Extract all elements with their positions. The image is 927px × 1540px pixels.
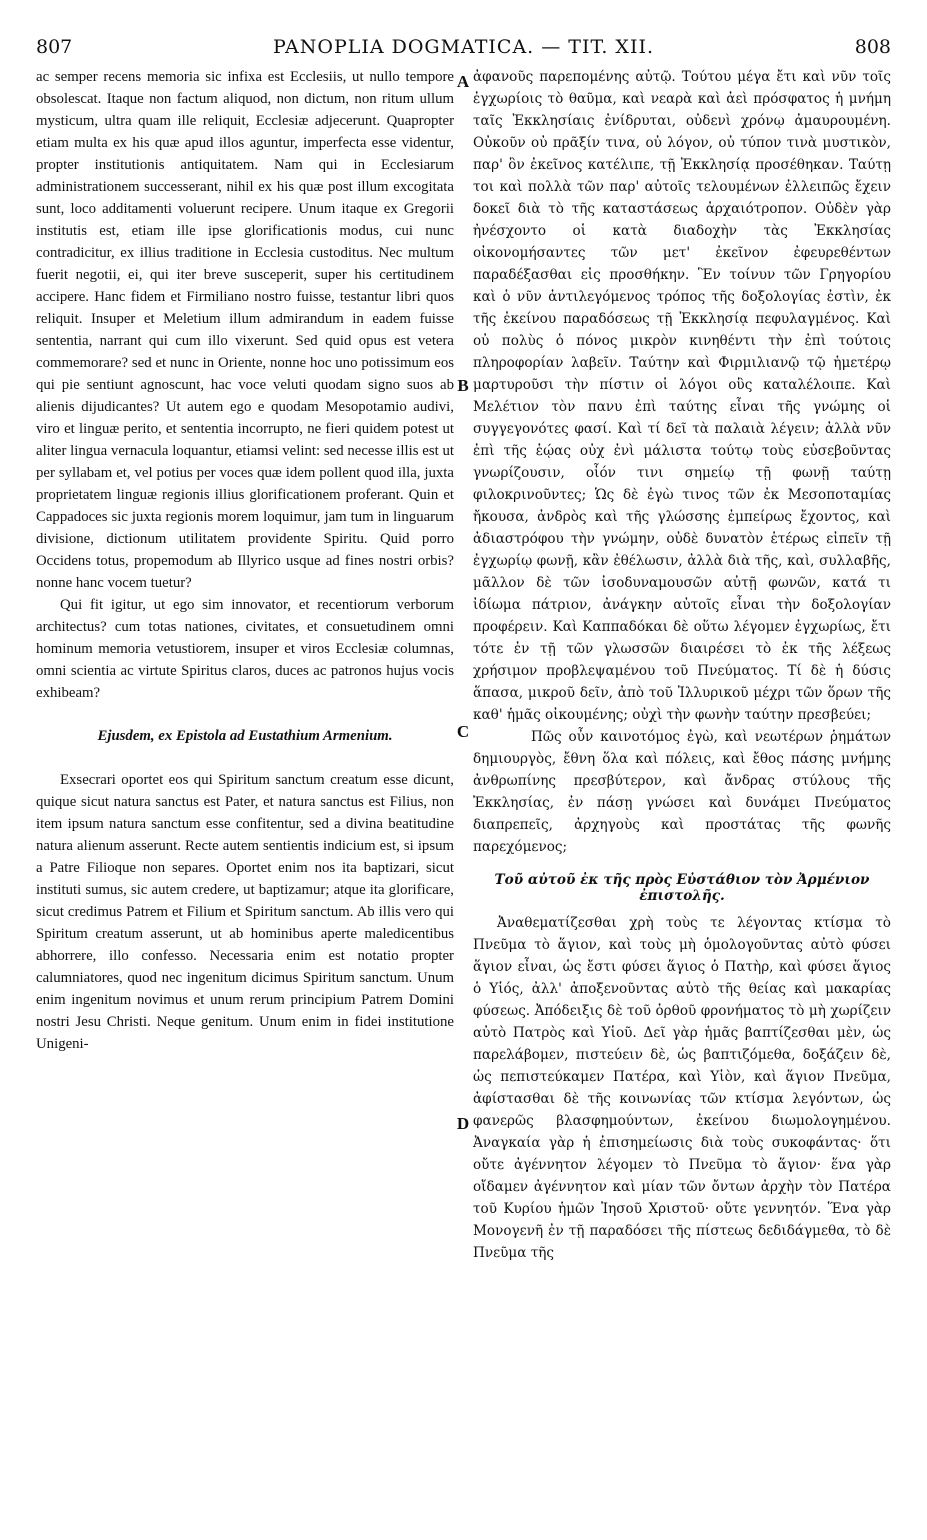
latin-paragraph: Exsecrari oportet eos qui Spiritum sanctum creatum esse dicunt, quique sicut natura sanctus est Pater, et natura sanctus est Filius, non item ipsum natura sanctum esse confitentur, sed a divina beatitudine natura alienum asserunt. Recte autem sentientis indicium est, si ipsum a Patre Filioque non separes. Oportet enim nos ita baptizari, sicut instituti sumus, sic autem credere, ut baptizamur; atque ita glorificare, sicut credimus Patrem et Filium et Spiritum sanctum. Ab illis vero qui Spiritum creatum asserunt, ut ab hominibus aperte maledicentibus abhorrere, illo confesso. Necessaria enim est notatio propter calumniatores, quod nec ingenitum dicimus Spiritum sanctum. Unum enim ingenitum novimus et unum rerum principium Patrem Domini nostri Jesu Christi. Neque genitum. Unum enim in fidei institutione Unigeni- [36,772,454,1052]
latin-paragraph: ac semper recens memoria sic infixa est Ecclesiis, ut nullo tempore obsolescat. Itaque non factum aliquod, non dictum, non ritum ullum mysticum, ultra quam ille reliquit, Ecclesiæ adjecerunt. Quapropter etiam multa ex his quæ apud illos aguntur, imperfecta esse videntur, propter institutionis antiquitatem. Nam qui in Ecclesiarum administrationem successerant, nihil ex his quæ post illum excogitata sunt, loco additamenti voluerunt recipere. Unum itaque ex Gregorii institutis est, etiam ille ipse glorificationis modus, cui nunc contradicitur, ex illius traditione in Ecclesia custoditus. Nec multum fuerit negotii, ei, qui iter breve susceperit, super his certitudinem accipere. Hanc fidem et Firmiliano nostro fuisse, testantur libri quos reliquit. Insuper et Meletium illum admirandum in eadem fuisse sententia, narrant qui cum illo vixerunt. Sed quid opus est vetera commemorare? sed et nunc in Oriente, nonne hoc uno potissimum eos qui pie sentiunt agnoscunt, hac voce veluti quodam signo suos ab alienis dijudicantes? Ut autem ego e quodam Mesopotamio audivi, viro et linguæ perito, et sententia incorrupto, ne fieri quidem potest ut aliter lingua vernacula loquantur, etiamsi velint: sed necesse illis est ut per syllabam et, vel potius per voces quæ idem pollent quod illa, juxta proprietatem linguæ regionis illius glorificationem proferant. Quin et Cappadoces sic juxta regionis morem loquimur, jam tum in linguarum divisione, dictionum utilitatem providente Spiritu. Quid porro Occidens totus, propemodum ab Illyrico usque ad fines nostri orbis? nonne hanc vocem tuetur? [36,69,454,591]
page-number-left: 807 [36,36,73,58]
running-title: PANOPLIA DOGMATICA. — TIT. XII. [272,36,655,58]
greek-paragraph: Ἀναθεματίζεσθαι χρὴ τοὺς τε λέγοντας κτίσμα τὸ Πνεῦμα τὸ ἅγιον, καὶ τοὺς μὴ ὁμολογοῦντας αὐτὸ φύσει ἅγιον εἶναι, ὡς ἔστι φύσει ἅγιος ὁ Πατὴρ, καὶ φύσει ἅγιος ὁ Υἱός, ἀλλ' ἀποξενοῦντας αὐτὸ τῆς θείας καὶ μακαρίας φύσεως. Ἀπόδειξις δὲ τοῦ ὀρθοῦ φρονήματος τὸ μὴ χωρίζειν αὐτὸ Πατρὸς καὶ Υἱοῦ. Δεῖ γὰρ ἡμᾶς βαπτίζεσθαι μὲν, ὡς παρελάβομεν, πιστεύειν δὲ, ὡς βαπτιζόμεθα, δοξάζειν δὲ, ὡς πεπιστεύκαμεν Πατέρα, καὶ Υἱὸν, καὶ ἅγιον Πνεῦμα, ἀφίστασθαι δὲ τῆς κοινωνίας τῶν κτίσμα λεγόντων, ὡς φανερῶς βλασφημούντων, ἐκείνου διωμολογημένου. Ἀναγκαία γὰρ ἡ ἐπισημείωσις διὰ τοὺς συκοφάντας· ὅτι οὔτε ἀγέννητον λέγομεν τὸ Πνεῦμα τὸ ἅγιον· ἕνα γὰρ οἴδαμεν ἀγέννητον καὶ μίαν τῶν ὄντων ἀρχὴν τὸν Πατέρα τοῦ Κυρίου ἡμῶν Ἰησοῦ Χριστοῦ· οὔτε γεννητόν. Ἕνα γὰρ Μονογενῆ ἐν τῇ παραδόσει τῆς πίστεως δεδιδάγμεθα, τὸ δὲ Πνεῦμα τῆς [473,915,891,1261]
latin-paragraph: Qui fit igitur, ut ego sim innovator, et recentiorum verborum architectus? cum totas nationes, civitates, et consuetudinem omni hominum memoria vetustiorem, insuper et viros Ecclesiæ columnas, omni scientia ac virtute Spiritus claros, duces ac patronos hujus vocis exhibeam? [36,597,454,701]
margin-marker-b: B [457,376,469,395]
greek-paragraph: ἀφανοῦς παρεπομένης αὐτῷ. Τούτου μέγα ἔτι καὶ νῦν τοῖς ἐγχωρίοις τὸ θαῦμα, καὶ νεαρὰ καὶ ἀεὶ πρόσφατος ἡ μνήμη ταῖς Ἐκκλησίαις ἐνίδρυται, οὐδενὶ χρόνῳ ἀμαυρουμένη. Οὐκοῦν οὐ πρᾶξίν τινα, οὐ λόγον, οὐ τύπον τινὰ μυστικὸν, παρ' ὃν ἐκεῖνος κατέλιπε, τῇ Ἐκκλησίᾳ προσέθηκαν. Ταύτῃ τοι καὶ πολλὰ τῶν παρ' αὐτοῖς τελουμένων ἐλλειπῶς ἔχειν δοκεῖ διὰ τὸ τῆς καταστάσεως ἀρχαιότροπον. Οὐδὲν γὰρ ἠνέσχοντο οἱ κατὰ διαδοχὴν τὰς Ἐκκλησίας οἰκονομήσαντες τῶν μετ' ἐκεῖνον ἐφευρεθέντων παραδέξασθαι εἰς προσθήκην. Ἓν τοίνυν τῶν Γρηγορίου καὶ ὁ νῦν ἀντιλεγόμενος τρόπος τῆς δοξολογίας ἐστὶν, ἐκ τῆς ἐκείνου παραδόσεως τῇ Ἐκκλησίᾳ πεφυλαγμένος. Καὶ οὐ πολὺς ὁ πόνος μικρὸν κινηθέντι τὴν ἐπὶ τούτοις πληροφορίαν λαβεῖν. Ταύτην καὶ Φιρμιλιανῷ τῷ ἡμετέρῳ μαρτυροῦσι τὴν πίστιν οἱ λόγοι οὓς καταλέλοιπε. Καὶ Μελέτιον τὸν πανυ ἐπὶ ταύτης εἶναι τῆς γνώμης οἱ συγγεγονότες φασί. Καὶ τί δεῖ τὰ παλαιὰ λέγειν; ἀλλὰ νῦν ἐπὶ τῆς ἑῴας οὐχ ἐνὶ μάλιστα τούτῳ τοὺς εὐσεβοῦντας γνωρίζουσιν, οἷόν τινι σημείῳ τῇ φωνῇ ταύτῃ φιλοκρινοῦντες; Ὡς δὲ ἐγὼ τινος τῶν ἐκ Μεσοποταμίας ἤκουσα, ἀνδρὸς καὶ τῆς γλώσσης ἐμπείρως ἔχοντος, καὶ ἀδιαστρόφου τὴν γνώμην, οὐδὲ δυνατὸν ἑτέρως εἰπεῖν τῇ ἐγχωρίῳ φωνῇ, κἂν ἐθέλωσιν, ἀλλὰ διὰ τῆς, καὶ, συλλαβῆς, μᾶλλον δὲ τῶν ἰσοδυναμουσῶν αὐτῇ φωνῶν, κατά τι ἰδίωμα πάτριον, ἀνάγκην αὐτοῖς εἶναι τὴν δοξολογίαν προφέρειν. Καὶ Καππαδόκαι δὲ οὕτω λέγομεν ἐγχωρίως, ἔτι τότε ἐν τῇ τῶν γλωσσῶν διαιρέσει τὸ ἐκ τῆς λέξεως χρήσιμον προβλεψαμένου τοῦ Πνεύματος. Τί δὲ ἡ δύσις ἅπασα, μικροῦ δεῖν, ἀπὸ τοῦ Ἰλλυρικοῦ μέχρι τῶν ὅρων τῆς καθ' ἡμᾶς οἰκουμένης; οὐχὶ τὴν φωνὴν ταύτην πρεσβεύει; [473,69,891,723]
latin-column [36,66,454,1526]
latin-section-title: Ejusdem, ex Epistola ad Eustathium Armenium. [97,728,393,744]
margin-marker-c: C [456,722,470,741]
greek-paragraph: Πῶς οὖν καινοτόμος ἐγὼ, καὶ νεωτέρων ῥημάτων δημιουργὸς, ἔθνη ὅλα καὶ πόλεις, καὶ ἔθος πάσης μνήμης ἀνθρωπίνης πρεσβύτερον, καὶ ἄνδρας στύλους τῆς Ἐκκλησίας, ἐν πάσῃ γνώσει καὶ δυνάμει Πνεύματος διαπρεπεῖς, ἀρχηγοὺς καὶ προστάτας τῆς φωνῆς παρεχόμενος; [473,729,891,855]
greek-section-title: Τοῦ αὐτοῦ ἐκ τῆς πρὸς Εὐστάθιον τὸν Ἀρμένιον ἐπιστολῆς. [494,872,870,904]
margin-marker-d: D [456,1114,470,1133]
margin-marker-a: A [456,72,470,91]
greek-column [473,66,891,1526]
page-header [36,36,891,66]
page-number-right: 808 [854,36,891,58]
